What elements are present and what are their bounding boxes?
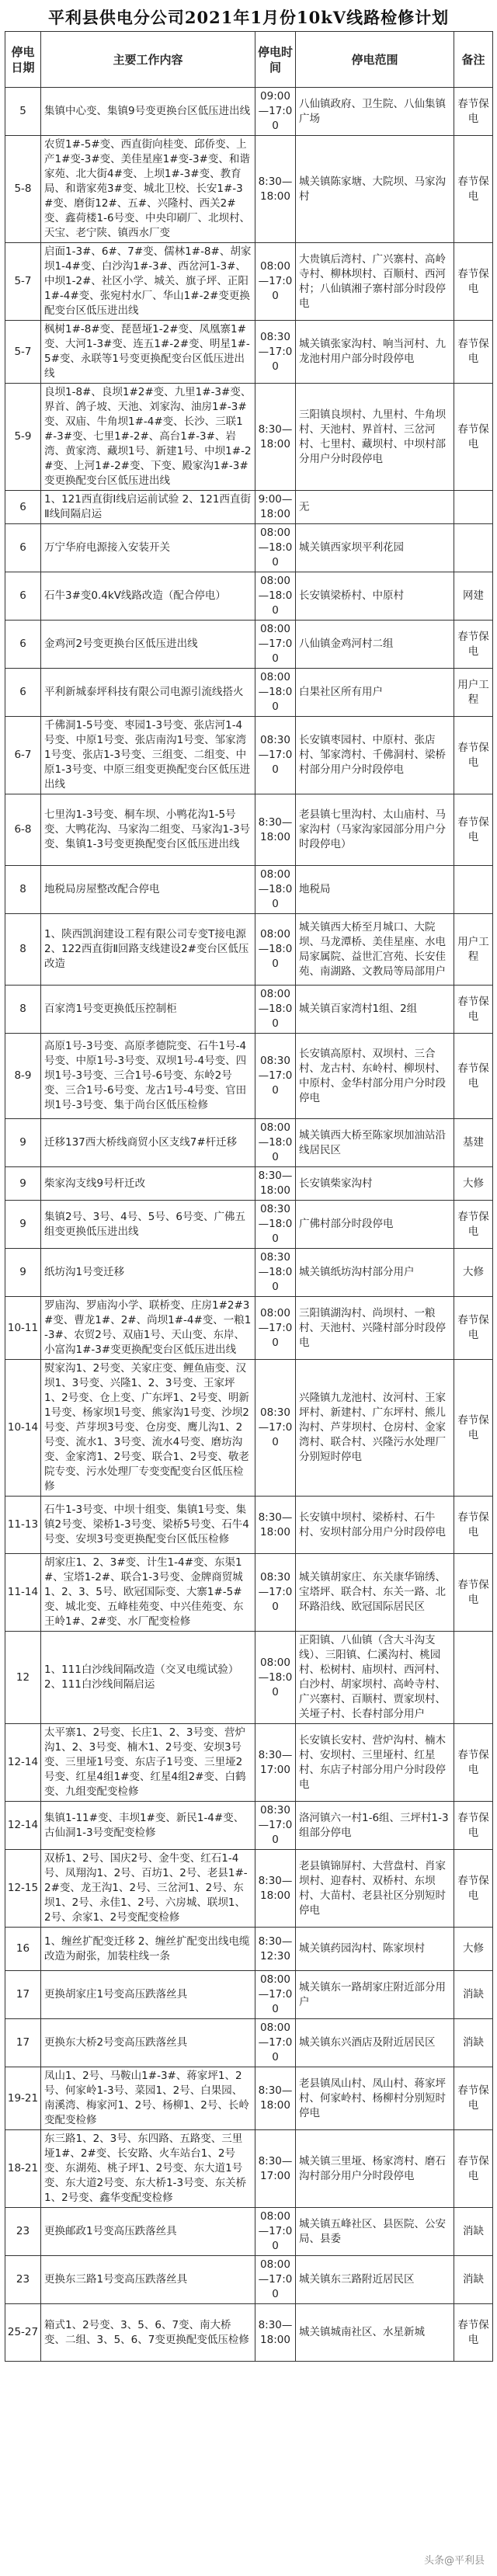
row-note: 用户工程: [454, 914, 493, 986]
row-area: 城关镇陈家塘、大院坝、马家沟村: [296, 136, 454, 243]
row-work: 地税局房屋整改配合停电: [41, 866, 255, 914]
row-time: 08:00—17:00: [255, 2019, 296, 2067]
table-row: [5, 914, 493, 986]
row-time: 8:30—18:00: [255, 2304, 296, 2362]
row-area: 兴隆镇九龙池村、汝河村、王家坪村、新建村、广东坪村、熊儿沟村、芦芽坝村、仓房村、金家湾村、联合村、兴隆污水处理厂分别短时停电: [296, 1360, 454, 1497]
table-row: [5, 491, 493, 524]
row-note: 春节保电: [454, 2130, 493, 2208]
row-area: 白果社区所有用户: [296, 669, 454, 717]
row-date: 6: [5, 524, 41, 572]
row-time: 08:30—18:00: [255, 1249, 296, 1297]
row-area: 长安镇梁桥村、中原村: [296, 572, 454, 621]
table-row: [5, 524, 493, 572]
row-note: 大修: [454, 1928, 493, 1971]
row-date: 5-8: [5, 136, 41, 243]
row-time: 8:30—18:00: [255, 1497, 296, 1554]
row-note: 消缺: [454, 2256, 493, 2304]
table-row: [5, 1201, 493, 1249]
table-row: [5, 1119, 493, 1167]
table-row: [5, 321, 493, 384]
row-date: 5-9: [5, 384, 41, 491]
table-row: [5, 1249, 493, 1297]
row-date: 5-7: [5, 243, 41, 321]
table-row: [5, 621, 493, 669]
row-area: 城关镇西大桥至月城口、大院坝、马龙潭桥、美佳星座、水电局家属院、益世汇宫苑、长安佳苑、南湖路、文教局等局部用户: [296, 914, 454, 986]
row-date: 18-21: [5, 2130, 41, 2208]
row-work: 更换东三路1号变高压跌落丝具: [41, 2256, 255, 2304]
watermark: 头条@平利县: [419, 2550, 489, 2568]
table-row: [5, 986, 493, 1034]
row-area: 城关镇城南社区、水星新城: [296, 2304, 454, 2362]
row-date: 6: [5, 669, 41, 717]
row-time: 8:30—18:00: [255, 794, 296, 866]
row-work: 双桥1、2号、国庆2号、金牛变、红石1-4号、凤翔沟1、2号、百坊1、2号、老县1#-2#变、龙王沟1、2号、三岔河1、2号、东坝1、2号、永佳1、2号、六房城、联坝1、2号、余家1、2号变配变检修: [41, 1850, 255, 1928]
page-title: 平利县供电分公司2021年1月份10kV线路检修计划: [47, 8, 450, 27]
row-note: 春节保电: [454, 2067, 493, 2130]
header-date: 停电日期: [5, 32, 41, 88]
row-date: 12-14: [5, 1724, 41, 1802]
row-time: 08:30—17:00: [255, 1034, 296, 1119]
row-date: 12-14: [5, 1802, 41, 1850]
row-note: 春节保电: [454, 136, 493, 243]
table-row: [5, 88, 493, 136]
row-date: 8: [5, 866, 41, 914]
row-area: 城关镇百家湾村1组、2组: [296, 986, 454, 1034]
row-note: 消缺: [454, 2019, 493, 2067]
header-area: 停电范围: [296, 32, 454, 88]
row-note: 春节保电: [454, 384, 493, 491]
row-time: 08:00—18:00: [255, 914, 296, 986]
table-row: [5, 2256, 493, 2304]
row-time: 08:00—17:00: [255, 1297, 296, 1360]
row-area: 地税局: [296, 866, 454, 914]
row-time: 08:30—18:00: [255, 1201, 296, 1249]
row-time: 08:00—18:00: [255, 669, 296, 717]
row-work: 石牛3#变0.4kV线路改造（配合停电）: [41, 572, 255, 621]
row-area: 八仙镇金鸡河村二组: [296, 621, 454, 669]
row-time: 08:00—17:00: [255, 243, 296, 321]
table-row: [5, 1802, 493, 1850]
row-work: 迁移137西大桥线商贸小区支线7#杆迁移: [41, 1119, 255, 1167]
row-work: 熨家沟1、2号变、关家庄变、鲤鱼庙变、汉坝1、3号变、兴隆1、2、3号变、王家坪1、2号变、仓上变、广东坪1、2号变、明新1号变、杨家坝1号变、熊家沟1号变、沙坝2号变、芦芽坝3号变、仓房变、鹰儿沟1、2号变、流水1、3号变、流水4号变、磨坊沟变、金家湾1、2号变、联合1、2号变、敬老院专变、污水处理厂专变变配变台区低压检修: [41, 1360, 255, 1497]
maintenance-plan-table: [5, 31, 493, 2362]
row-work: 东三路1、2、3号、东四路、五路变、三里垭1#、2#变、长安路、火车站台1、2号变、东湖苑、桃子坪1、2号变、东大道1号变、东大道2号变、东大桥1-3号变、东关桥1、2号变、鑫华变配变检修: [41, 2130, 255, 2208]
row-time: 08:30—17:00: [255, 321, 296, 384]
row-time: 8:30—18:00: [255, 1850, 296, 1928]
row-time: 08:30—17:00: [255, 1360, 296, 1497]
row-area: 八仙镇政府、卫生院、八仙集镇广场: [296, 88, 454, 136]
row-note: 春节保电: [454, 2304, 493, 2362]
table-row: [5, 717, 493, 794]
row-area: 老县镇凤山村、凤山村、蒋家坪村、何家岭村、杨柳村分别短时停电: [296, 2067, 454, 2130]
header-time: 停电时间: [255, 32, 296, 88]
row-work: 1、缠丝扩配变迁移 2、缠丝扩配变出线电缆改造为耐张，加装柱线一条: [41, 1928, 255, 1971]
row-date: 8-9: [5, 1034, 41, 1119]
row-area: 城关镇三里垭、杨家湾村、磨石沟村部分用户分时段停电: [296, 2130, 454, 2208]
row-time: 08:00—18:00: [255, 986, 296, 1034]
row-time: 8:30—18:00: [255, 136, 296, 243]
row-time: 8:30—17:00: [255, 1724, 296, 1802]
row-time: 08:00—18:00: [255, 866, 296, 914]
table-row: [5, 1971, 493, 2019]
row-date: 9: [5, 1119, 41, 1167]
row-area: 长安镇中坝村、梁桥村、石牛村、安坝村部分用户分时段停电: [296, 1497, 454, 1554]
row-work: 千佛洞1-5号变、枣园1-3号变、张店河1-4号变、中原1号变、张店南沟1号变、邹家湾1号变、张店1-3号变、三组变、二组变、中原1-3号变、中原三组变更换配变台区低压进出线: [41, 717, 255, 794]
row-work: 柴家沟支线9号杆迁改: [41, 1167, 255, 1201]
row-date: 8: [5, 986, 41, 1034]
row-note: 基建: [454, 1119, 493, 1167]
row-note: 春节保电: [454, 1034, 493, 1119]
row-note: 网建: [454, 572, 493, 621]
row-area: 城关镇东兴酒店及附近居民区: [296, 2019, 454, 2067]
row-date: 11-14: [5, 1554, 41, 1632]
row-date: 23: [5, 2208, 41, 2256]
row-area: 城关镇东一路胡家庄附近部分用户: [296, 1971, 454, 2019]
row-date: 16: [5, 1928, 41, 1971]
table-row: [5, 1554, 493, 1632]
row-time: 08:00—17:00: [255, 621, 296, 669]
row-time: 08:00—18:00: [255, 524, 296, 572]
row-date: 9: [5, 1167, 41, 1201]
row-note: 春节保电: [454, 1554, 493, 1632]
row-work: 纸坊沟1号变迁移: [41, 1249, 255, 1297]
row-area: 长安镇高原村、双坝村、三合村、龙古村、东岭村、柳坝村、中原村、金华村部分用户分时段停电: [296, 1034, 454, 1119]
row-note: 春节保电: [454, 717, 493, 794]
table-row: [5, 1034, 493, 1119]
row-time: 09:00—17:00: [255, 88, 296, 136]
row-note: [454, 1632, 493, 1724]
row-work: 更换邮政1号变高压跌落丝具: [41, 2208, 255, 2256]
row-note: 大修: [454, 1249, 493, 1297]
table-row: [5, 1297, 493, 1360]
row-time: 08:00—18:00: [255, 1632, 296, 1724]
row-note: 消缺: [454, 2208, 493, 2256]
row-work: 七里沟1-3号变、桐车坝、小鸭花沟1-5号变、大鸭花沟、马家沟二组变、马家沟1-3号变、集镇1-3号变更换配变台区低压进出线: [41, 794, 255, 866]
row-area: 无: [296, 491, 454, 524]
row-note: 春节保电: [454, 1201, 493, 1249]
row-work: 胡家庄1、2、3#变、计生1-4#变、东渠1#、宝塔1-2#、联合1-3号变、金牌商贸城1、2、3、5号、欧冠国际变、大寨1#-5#变、城北变、五峰桂苑变、中兴佳苑变、东王岭1#、2#变、水厂配变检修: [41, 1554, 255, 1632]
row-time: 08:30—17:00: [255, 717, 296, 794]
row-note: 消缺: [454, 1971, 493, 2019]
row-time: 8:30—18:00: [255, 1167, 296, 1201]
row-area: 洛河镇六一村1-6组、三坪村1-3组部分停电: [296, 1802, 454, 1850]
row-time: 08:00—18:00: [255, 1119, 296, 1167]
row-date: 17: [5, 1971, 41, 2019]
row-work: 更换胡家庄1号变高压跌落丝具: [41, 1971, 255, 2019]
row-area: 长安镇枣园村、中原村、张店村、邹家湾村、千佛洞村、梁桥村部分用户分时段停电: [296, 717, 454, 794]
row-time: 08:30—17:00: [255, 1802, 296, 1850]
row-time: 08:00—17:00: [255, 2256, 296, 2304]
row-note: 春节保电: [454, 986, 493, 1034]
table-row: [5, 2130, 493, 2208]
header-note: 备注: [454, 32, 493, 88]
table-row: [5, 384, 493, 491]
row-note: 春节保电: [454, 1297, 493, 1360]
row-date: 12-15: [5, 1850, 41, 1928]
table-row: [5, 794, 493, 866]
row-work: 石牛1-3号变、中坝十组变、集镇1号变、集镇2号变、梁桥1-3号变、梁桥5号变、石牛4号变、安坝3号变更换配变台区低压检修: [41, 1497, 255, 1554]
row-time: 8:30—17:00: [255, 2130, 296, 2208]
table-row: [5, 2208, 493, 2256]
row-area: 三阳镇湖沟村、尚坝村、一粮村、天池村、兴隆村部分时段停电: [296, 1297, 454, 1360]
table-row: [5, 669, 493, 717]
row-note: 春节保电: [454, 794, 493, 866]
table-row: [5, 1632, 493, 1724]
row-area: 正阳镇、八仙镇（含大斗沟支线）、三阳镇、仁溪沟村、桃园村、松树村、庙坝村、西河村、白沙村、胡家坝村、高岭寺村、广兴寨村、百顺村、贾家坝村、关垭子村、长春村部分用户: [296, 1632, 454, 1724]
row-area: 城关镇纸坊沟村部分用户: [296, 1249, 454, 1297]
row-date: 6: [5, 572, 41, 621]
row-note: 大修: [454, 1167, 493, 1201]
row-time: 8:30—18:00: [255, 2067, 296, 2130]
table-row: [5, 1167, 493, 1201]
row-area: 长安镇长安村、营炉沟村、楠木村、安坝村、三里垭村、红星村、东店子村部分用户分时段停电: [296, 1724, 454, 1802]
row-date: 5-7: [5, 321, 41, 384]
row-work: 1、111白沙线间隔改造（交叉电缆试验） 2、111白沙线间隔启运: [41, 1632, 255, 1724]
row-area: 城关镇东三路附近居民区: [296, 2256, 454, 2304]
row-date: 11-13: [5, 1497, 41, 1554]
row-time: 08:30—17:00: [255, 1554, 296, 1632]
row-work: 集镇1-11#变、丰坝1#变、新民1-4#变、古仙洞1-3号变配变检修: [41, 1802, 255, 1850]
row-area: 老县镇七里沟村、太山庙村、马家沟村（马家沟家园部分用户分时段停电）: [296, 794, 454, 866]
row-note: 春节保电: [454, 1850, 493, 1928]
row-date: 8: [5, 914, 41, 986]
row-note: 春节保电: [454, 621, 493, 669]
row-work: 箱式1、2号变、3、5、6、7变、南大桥变、二组、3、5、6、7变更换配变低压检修: [41, 2304, 255, 2362]
table-row: [5, 2067, 493, 2130]
table-row: [5, 2304, 493, 2362]
row-area: 广佛村部分时段停电: [296, 1201, 454, 1249]
row-date: 10-14: [5, 1360, 41, 1497]
table-row: [5, 1724, 493, 1802]
row-work: 枫树1#-8#变、琵琶垭1-2#变、凤凰寨1#变、大河1-3#变、连五1#-2#变、明星1#-5#变、永联等1号变更换配变台区低压进出线: [41, 321, 255, 384]
row-date: 9: [5, 1249, 41, 1297]
row-work: 集镇2号、3号、4号、5号、6号变、广佛五组变更换低压进出线: [41, 1201, 255, 1249]
row-area: 城关镇胡家庄、东关康华锦绣、宝塔坪、联合村、东关一路、北环路沿线、欧冠国际居民区: [296, 1554, 454, 1632]
row-work: 太平寨1、2号变、长庄1、2、3号变、营炉沟1、2、3号变、楠木1、2号变、安坝3号变、三里垭1号变、东店子1号变、三里垭2号变、红星4组1#变、红星4组2#变、白鹤变、九组变配变检修: [41, 1724, 255, 1802]
row-area: 城关镇西大桥至陈家坝加油站沿线居民区: [296, 1119, 454, 1167]
row-date: 6: [5, 621, 41, 669]
row-note: [454, 524, 493, 572]
row-time: 9:00—18:00: [255, 491, 296, 524]
header-work: 主要工作内容: [41, 32, 255, 88]
row-area: 城关镇张家沟村、响当河村、九龙池村用户部分时段停电: [296, 321, 454, 384]
row-time: 08:00—18:00: [255, 572, 296, 621]
table-row: [5, 1497, 493, 1554]
row-date: 23: [5, 2256, 41, 2304]
row-time: 08:00—17:00: [255, 2208, 296, 2256]
table-header-row: [5, 32, 493, 88]
row-work: 1、121西直街Ⅰ线启运前试验 2、121西直街Ⅱ线间隔启运: [41, 491, 255, 524]
row-work: 集镇中心变、集镇9号变更换台区低压进出线: [41, 88, 255, 136]
row-date: 6-8: [5, 794, 41, 866]
row-note: [454, 491, 493, 524]
row-date: 10-11: [5, 1297, 41, 1360]
row-work: 罗庙沟、罗庙沟小学、联桥变、庄房1#2#3#变、曹龙1#、2#、尚坝1#-4#变、一粮1-3#、农贸2号、双庙1号、天山变、东岸、小富沟1#-3#变更换配变台区低压进出线: [41, 1297, 255, 1360]
table-row: [5, 1928, 493, 1971]
table-row: [5, 572, 493, 621]
row-date: 19-21: [5, 2067, 41, 2130]
table-row: [5, 136, 493, 243]
row-note: 春节保电: [454, 1360, 493, 1497]
row-work: 金鸡河2号变更换台区低压进出线: [41, 621, 255, 669]
row-note: 春节保电: [454, 243, 493, 321]
row-note: [454, 866, 493, 914]
table-row: [5, 866, 493, 914]
row-work: 1、陕西凯润建设工程有限公司专变T接电源 2、122西直街Ⅱ回路支线建设2#变台区低压改造: [41, 914, 255, 986]
table-row: [5, 243, 493, 321]
row-note: 春节保电: [454, 1802, 493, 1850]
row-time: 8:30—12:30: [255, 1928, 296, 1971]
row-work: 更换东大桥2号变高压跌落丝具: [41, 2019, 255, 2067]
row-note: 春节保电: [454, 1497, 493, 1554]
row-date: 6-7: [5, 717, 41, 794]
row-date: 6: [5, 491, 41, 524]
row-area: 城关镇药园沟村、陈家坝村: [296, 1928, 454, 1971]
row-work: 良坝1-8#、良坝1#2#变、九里1#-3#变、界首、鸽子坡、天池、刘家沟、油房1#-3#变、双庙、牛角坝1#-4#变、长沙、三联1#-3#变、七里1#-2#、高台1#-3#、岩湾、黄家湾、藏坝1号、新建1号、中坝1#-2#变、上河1#-2#变、下变、殿家沟1#-3#变更换配变台区低压进出线: [41, 384, 255, 491]
row-note: 春节保电: [454, 1724, 493, 1802]
table-row: [5, 1850, 493, 1928]
row-note: 春节保电: [454, 88, 493, 136]
row-area: 老县镇锦屏村、大营盘村、肖家坝村、迎春村、双桥村、东坝村、大苗村、老县社区分别短时停电: [296, 1850, 454, 1928]
row-date: 25-27: [5, 2304, 41, 2362]
row-note: 用户工程: [454, 669, 493, 717]
row-work: 高原1号-3号变、高原孝德院变、石牛1号-4号变、中原1号-3号变、双坝1号-4号变、四坝1号-3号变、三合1号-6号变、东岭2号变、三合1号-6号变、龙古1号-4号变、官田坝1号-3号变、集于尚台区低压检修: [41, 1034, 255, 1119]
row-work: 百家湾1号变更换低压控制柜: [41, 986, 255, 1034]
table-row: [5, 2019, 493, 2067]
row-area: 长安镇柴家沟村: [296, 1167, 454, 1201]
row-time: 08:00—17:00: [255, 1971, 296, 2019]
row-work: 万宁华府电源接入安装开关: [41, 524, 255, 572]
row-area: 城关镇五峰社区、县医院、公安局、县委: [296, 2208, 454, 2256]
row-date: 9: [5, 1201, 41, 1249]
row-work: 平利新城泰坪科技有限公司电源引流线搭火: [41, 669, 255, 717]
row-note: 春节保电: [454, 321, 493, 384]
row-area: 大贵镇后湾村、广兴寨村、高岭寺村、柳林坝村、百顺村、西河村；八仙镇湘子寨村部分时段停电: [296, 243, 454, 321]
row-work: 凤山1、2号、马鞍山1#-3#、蒋家坪1、2号、何家岭1-3号、菜园1、2号、白果园、南溪湾、梅家河1、2号、杨柳1、2号、长岭变配变检修: [41, 2067, 255, 2130]
row-work: 启面1-3#、6#、7#变、儒林1#-8#、胡家坝1-4#变、白沙沟1#-3#、西岔河1-3#、中坝1-2#、社区小学、城关、旗子坪、正阳1#-4#变、张宛村水厂、华山1#-2#变更换配变台区低压进出线: [41, 243, 255, 321]
row-date: 12: [5, 1632, 41, 1724]
row-time: 8:30—18:00: [255, 384, 296, 491]
row-date: 5: [5, 88, 41, 136]
row-work: 农贸1#-5#变、西直街向桂变、邱侨变、上产1#变-3#变、美佳星座1#变-3#变、和谐家苑、北大街4#变、上坝1#-3#变、教育局、和谐家苑3#变、城北卫校、长安1#-3#变、磨街12#、五#、兴隆村、西关2#变、鑫荷楼1-6号变、中央印刷厂、北坝村、天宝、老宁陕、镇西水厂变: [41, 136, 255, 243]
row-date: 17: [5, 2019, 41, 2067]
row-area: 城关镇西家坝平利花园: [296, 524, 454, 572]
table-row: [5, 1360, 493, 1497]
row-area: 三阳镇良坝村、九里村、牛角坝村、天池村、界首村、三岔河村、七里村、藏坝村、中坝村部分用户分时段停电: [296, 384, 454, 491]
